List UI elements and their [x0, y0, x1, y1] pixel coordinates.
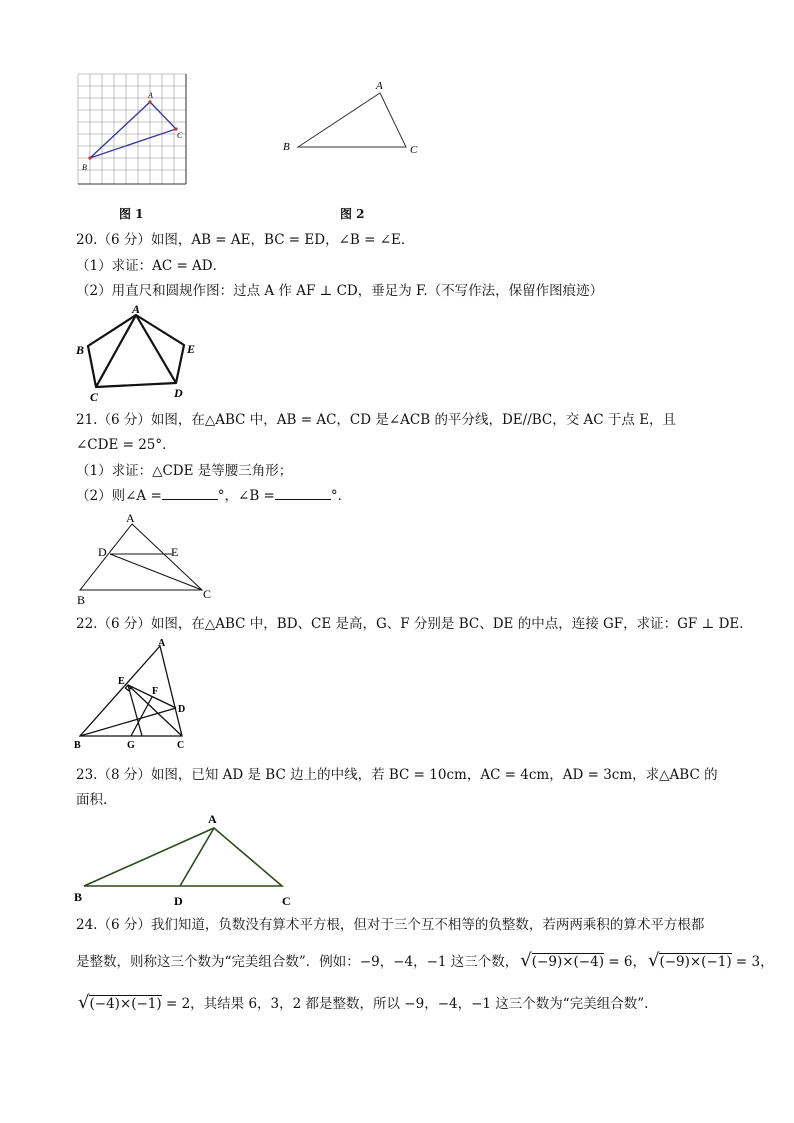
q21-label-d: D	[98, 545, 107, 559]
q22-label-b: B	[74, 740, 81, 751]
q24-sqrt-1: √(−9)×(−4)	[520, 950, 604, 971]
fig2-label-c: C	[410, 144, 418, 156]
q20-pentagon-figure	[74, 303, 204, 403]
q21-label-b: B	[77, 593, 86, 606]
q20-label-a: A	[132, 303, 141, 316]
q23-statement: 23.（8 分）如图，已知 AD 是 BC 边上的中线，若 BC = 10cm，AC = 4cm，AD = 3cm，求△ABC 的	[76, 767, 718, 783]
q20-label-b: B	[76, 343, 85, 357]
q23-label-b: B	[74, 890, 83, 904]
q24-line-3	[76, 994, 648, 1013]
figure-1-caption: 图 1	[119, 207, 144, 221]
q22-label-d: D	[178, 704, 186, 715]
q22-label-e: E	[118, 676, 125, 687]
q22-label-a: A	[158, 638, 166, 649]
q21-label-a: A	[126, 511, 135, 525]
q22-label-g: G	[127, 740, 135, 751]
fig1-label-b: B	[82, 163, 87, 172]
q22-label-f: F	[152, 686, 159, 697]
fig1-label-a: A	[148, 91, 153, 100]
fig2-label-a: A	[376, 80, 383, 92]
q24-sqrt-3: √(−4)×(−1)	[78, 992, 162, 1013]
q22-triangle-figure	[72, 636, 202, 751]
q23-label-d: D	[174, 894, 183, 908]
q24-sqrt-2: √(−9)×(−1)	[647, 950, 732, 971]
q20-label-c: C	[90, 390, 99, 403]
q21-label-e: E	[171, 545, 179, 559]
q21-triangle-figure	[74, 508, 224, 606]
figure-2-caption: 图 2	[340, 207, 365, 221]
q24-line-3-text: = 2，其结果 6，3，2 都是整数，所以 −9，−4，−1 这三个数为“完美组合数”.	[161, 996, 649, 1012]
q20-label-d: D	[174, 386, 183, 400]
figure-2-triangle	[280, 76, 430, 156]
q21-part-2-b: °，∠B =	[217, 488, 275, 504]
q24-line-2-text: 是整数，则称这三个数为“完美组合数”．例如：−9，−4，−1 这三个数，	[76, 954, 519, 970]
q24-eq-1: = 6，	[603, 954, 646, 970]
q24-line-2	[76, 952, 774, 971]
q23-statement-cont: 面积.	[76, 792, 108, 808]
fig1-label-c: C	[177, 131, 183, 140]
fig2-label-b: B	[283, 141, 290, 153]
q21-part-2-c: °．	[330, 488, 352, 504]
q21-part-1: （1）求证：△CDE 是等腰三角形；	[76, 463, 293, 479]
q20-label-e: E	[187, 342, 196, 356]
q24-line-1: 24.（6 分）我们知道，负数没有算术平方根，但对于三个互不相等的负整数，若两两乘积的算术平方根都	[76, 917, 705, 933]
q22-label-c: C	[177, 740, 185, 751]
q20-part-2: （2）用直尺和圆规作图：过点 A 作 AF ⊥ CD，垂足为 F.（不写作法，保留作图痕迹）	[76, 283, 604, 299]
q24-eq-2: = 3，	[731, 954, 774, 970]
q23-label-c: C	[282, 894, 291, 908]
q21-part-2	[76, 487, 351, 505]
q23-triangle-figure	[70, 808, 300, 908]
q20-statement: 20.（6 分）如图，AB = AE，BC = ED，∠B = ∠E．	[76, 232, 415, 248]
q21-blank-angle-b[interactable]	[275, 487, 331, 500]
q21-statement-cont: ∠CDE = 25°．	[76, 437, 176, 453]
q23-label-a: A	[208, 812, 217, 826]
q21-label-c: C	[203, 587, 212, 601]
q20-part-1: （1）求证：AC = AD．	[76, 258, 227, 274]
q22-statement: 22.（6 分）如图，在△ABC 中，BD、CE 是高，G、F 分别是 BC、DE 的中点，连接 GF，求证：GF ⊥ DE．	[76, 616, 753, 632]
q21-statement: 21.（6 分）如图，在△ABC 中，AB = AC，CD 是∠ACB 的平分线，DE//BC，交 AC 于点 E，且	[76, 412, 677, 428]
q21-blank-angle-a[interactable]	[162, 487, 218, 500]
figure-1-grid	[76, 72, 196, 190]
q21-part-2-a: （2）则∠A =	[76, 488, 162, 504]
